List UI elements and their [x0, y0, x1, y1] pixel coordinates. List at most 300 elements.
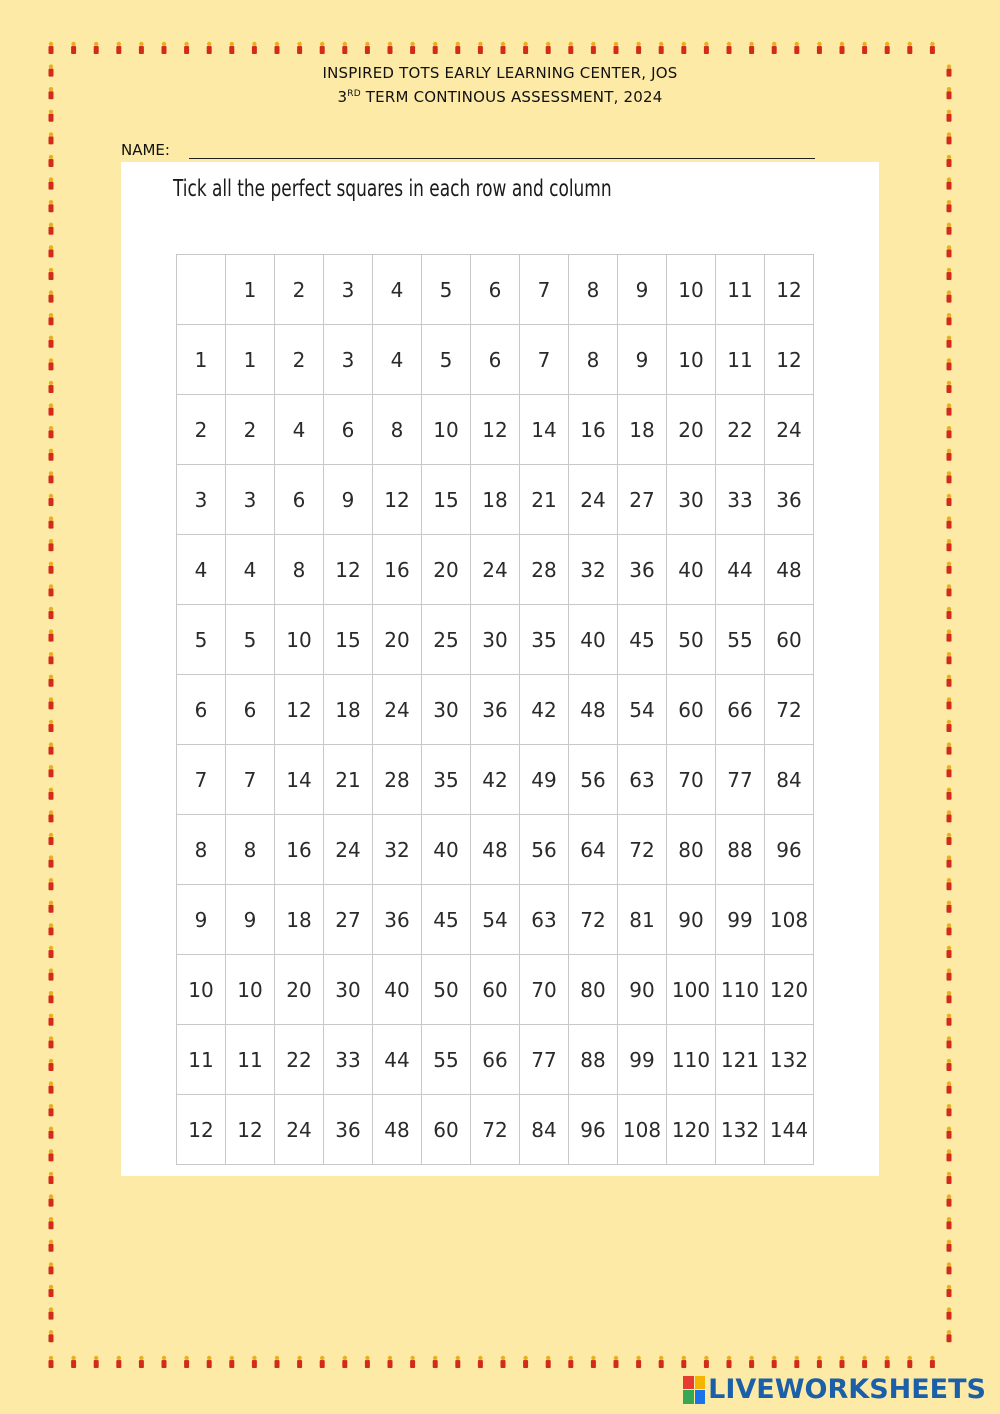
- grid-cell[interactable]: 3: [324, 325, 373, 395]
- border-charm: [817, 1356, 822, 1368]
- grid-cell[interactable]: 72: [569, 885, 618, 955]
- border-charm: [947, 923, 952, 935]
- border-charm: [49, 675, 54, 687]
- grid-header-cell: 5: [422, 255, 471, 325]
- grid-row: [177, 465, 814, 535]
- border-charm: [947, 200, 952, 212]
- border-charm: [49, 833, 54, 845]
- border-charm: [947, 562, 952, 574]
- grid-cell[interactable]: 49: [520, 745, 569, 815]
- border-charm: [947, 426, 952, 438]
- grid-cell[interactable]: 9: [324, 465, 373, 535]
- grid-cell[interactable]: 20: [422, 535, 471, 605]
- liveworksheets-brand: LIVEWORKSHEETS: [708, 1374, 986, 1405]
- border-charm: [49, 1127, 54, 1139]
- border-charm: [49, 1356, 54, 1368]
- border-charm: [947, 584, 952, 596]
- grid-cell[interactable]: 8: [569, 325, 618, 395]
- border-charm: [71, 42, 76, 54]
- border-charm: [252, 1356, 257, 1368]
- border-charm: [947, 946, 952, 958]
- grid-cell[interactable]: 35: [422, 745, 471, 815]
- grid-cell[interactable]: 22: [275, 1025, 324, 1095]
- grid-cell[interactable]: 6: [226, 675, 275, 745]
- grid-cell[interactable]: 20: [373, 605, 422, 675]
- border-charm: [947, 539, 952, 551]
- grid-cell[interactable]: 8: [275, 535, 324, 605]
- border-charm: [862, 42, 867, 54]
- border-charm: [162, 42, 167, 54]
- grid-cell[interactable]: 110: [667, 1025, 716, 1095]
- border-charm: [947, 1014, 952, 1026]
- school-name: INSPIRED TOTS EARLY LEARNING CENTER, JOS: [322, 64, 678, 82]
- grid-cell[interactable]: 15: [422, 465, 471, 535]
- border-charm: [862, 1356, 867, 1368]
- grid-header-cell: 10: [667, 255, 716, 325]
- grid-cell[interactable]: 1: [226, 325, 275, 395]
- grid-cell[interactable]: 12: [765, 325, 814, 395]
- border-charm: [365, 42, 370, 54]
- grid-row-label: 6: [177, 675, 226, 745]
- border-charm: [49, 1104, 54, 1116]
- border-charm: [49, 471, 54, 483]
- border-charm: [591, 1356, 596, 1368]
- grid-cell[interactable]: 30: [471, 605, 520, 675]
- grid-cell[interactable]: 7: [226, 745, 275, 815]
- grid-cell[interactable]: 48: [569, 675, 618, 745]
- border-charm: [162, 1356, 167, 1368]
- grid-cell[interactable]: 18: [618, 395, 667, 465]
- border-charm: [49, 313, 54, 325]
- grid-cell[interactable]: 50: [667, 605, 716, 675]
- border-charm: [49, 1307, 54, 1319]
- border-charm: [947, 855, 952, 867]
- border-charm: [568, 1356, 573, 1368]
- grid-cell[interactable]: 12: [226, 1095, 275, 1165]
- grid-cell[interactable]: 28: [373, 745, 422, 815]
- grid-cell[interactable]: 36: [373, 885, 422, 955]
- grid-cell[interactable]: 40: [569, 605, 618, 675]
- grid-cell[interactable]: 100: [667, 955, 716, 1025]
- grid-cell[interactable]: 16: [569, 395, 618, 465]
- grid-cell[interactable]: 120: [765, 955, 814, 1025]
- grid-cell[interactable]: 30: [422, 675, 471, 745]
- grid-cell[interactable]: 96: [765, 815, 814, 885]
- grid-cell[interactable]: 40: [422, 815, 471, 885]
- grid-cell[interactable]: 8: [373, 395, 422, 465]
- grid-cell[interactable]: 40: [667, 535, 716, 605]
- grid-cell[interactable]: 77: [520, 1025, 569, 1095]
- grid-row: [177, 605, 814, 675]
- grid-cell[interactable]: 36: [618, 535, 667, 605]
- border-charm: [49, 155, 54, 167]
- border-charm: [433, 42, 438, 54]
- grid-cell[interactable]: 20: [667, 395, 716, 465]
- grid-cell[interactable]: 60: [765, 605, 814, 675]
- grid-cell[interactable]: 5: [422, 325, 471, 395]
- grid-cell[interactable]: 132: [765, 1025, 814, 1095]
- grid-cell[interactable]: 24: [275, 1095, 324, 1165]
- border-charm: [704, 42, 709, 54]
- border-charm: [947, 810, 952, 822]
- border-charm: [49, 268, 54, 280]
- border-charm: [614, 1356, 619, 1368]
- border-charm: [388, 42, 393, 54]
- grid-row: [177, 675, 814, 745]
- grid-cell[interactable]: 64: [569, 815, 618, 885]
- border-charm: [320, 1356, 325, 1368]
- grid-cell[interactable]: 18: [324, 675, 373, 745]
- grid-cell[interactable]: 27: [324, 885, 373, 955]
- grid-row: [177, 1025, 814, 1095]
- grid-cell[interactable]: 11: [226, 1025, 275, 1095]
- grid-cell[interactable]: 7: [520, 325, 569, 395]
- border-charm: [49, 878, 54, 890]
- grid-cell[interactable]: 14: [275, 745, 324, 815]
- border-charm: [947, 1104, 952, 1116]
- border-charm: [207, 42, 212, 54]
- border-charm: [49, 1172, 54, 1184]
- border-charm: [636, 1356, 641, 1368]
- border-charm: [49, 584, 54, 596]
- grid-cell[interactable]: 66: [716, 675, 765, 745]
- grid-row-label: 2: [177, 395, 226, 465]
- grid-cell[interactable]: 33: [716, 465, 765, 535]
- grid-cell[interactable]: 96: [569, 1095, 618, 1165]
- grid-cell[interactable]: 32: [373, 815, 422, 885]
- grid-cell[interactable]: 48: [373, 1095, 422, 1165]
- instruction-text: Tick all the perfect squares in each row and column: [173, 176, 612, 202]
- grid-cell[interactable]: 55: [716, 605, 765, 675]
- grid-cell[interactable]: 36: [471, 675, 520, 745]
- grid-cell[interactable]: 16: [275, 815, 324, 885]
- grid-row: [177, 535, 814, 605]
- grid-cell[interactable]: 32: [569, 535, 618, 605]
- grid-cell[interactable]: 4: [226, 535, 275, 605]
- border-charm: [49, 358, 54, 370]
- border-charm: [49, 652, 54, 664]
- grid-cell[interactable]: 70: [520, 955, 569, 1025]
- border-charm: [49, 629, 54, 641]
- border-charm: [49, 742, 54, 754]
- border-charm: [947, 155, 952, 167]
- grid-cell[interactable]: 36: [324, 1095, 373, 1165]
- name-input-line[interactable]: [189, 158, 815, 159]
- border-charm: [659, 1356, 664, 1368]
- grid-cell[interactable]: 11: [716, 325, 765, 395]
- grid-cell[interactable]: 60: [471, 955, 520, 1025]
- border-charm: [342, 42, 347, 54]
- border-charm: [659, 42, 664, 54]
- grid-header-cell: 9: [618, 255, 667, 325]
- border-charm: [907, 42, 912, 54]
- grid-cell[interactable]: 120: [667, 1095, 716, 1165]
- border-charm: [947, 1081, 952, 1093]
- border-charm: [681, 1356, 686, 1368]
- grid-cell[interactable]: 27: [618, 465, 667, 535]
- grid-row-label: 8: [177, 815, 226, 885]
- grid-cell[interactable]: 28: [520, 535, 569, 605]
- grid-cell[interactable]: 6: [275, 465, 324, 535]
- term-number: 3: [337, 88, 348, 106]
- grid-cell[interactable]: 3: [226, 465, 275, 535]
- grid-cell[interactable]: 81: [618, 885, 667, 955]
- grid-cell[interactable]: 72: [765, 675, 814, 745]
- grid-row-label: 1: [177, 325, 226, 395]
- grid-cell[interactable]: 72: [471, 1095, 520, 1165]
- border-charm: [49, 336, 54, 348]
- grid-cell[interactable]: 72: [618, 815, 667, 885]
- border-charm: [49, 200, 54, 212]
- border-charm: [794, 1356, 799, 1368]
- border-charm: [410, 42, 415, 54]
- grid-cell[interactable]: 42: [471, 745, 520, 815]
- grid-cell[interactable]: 56: [520, 815, 569, 885]
- border-charm: [49, 539, 54, 551]
- border-charm: [184, 42, 189, 54]
- grid-cell[interactable]: 144: [765, 1095, 814, 1165]
- border-charm: [49, 290, 54, 302]
- border-charm: [947, 358, 952, 370]
- grid-cell[interactable]: 63: [520, 885, 569, 955]
- grid-cell[interactable]: 132: [716, 1095, 765, 1165]
- border-charm: [930, 42, 935, 54]
- border-charm: [49, 42, 54, 54]
- grid-row-label: 4: [177, 535, 226, 605]
- grid-cell[interactable]: 35: [520, 605, 569, 675]
- border-charm: [365, 1356, 370, 1368]
- border-charm: [704, 1356, 709, 1368]
- grid-cell[interactable]: 12: [471, 395, 520, 465]
- grid-cell[interactable]: 30: [667, 465, 716, 535]
- border-charm: [546, 1356, 551, 1368]
- border-charm: [947, 765, 952, 777]
- grid-cell[interactable]: 108: [618, 1095, 667, 1165]
- grid-cell[interactable]: 22: [716, 395, 765, 465]
- grid-cell[interactable]: 66: [471, 1025, 520, 1095]
- grid-cell[interactable]: 16: [373, 535, 422, 605]
- grid-cell[interactable]: 10: [422, 395, 471, 465]
- border-charm: [275, 1356, 280, 1368]
- border-charm: [275, 42, 280, 54]
- grid-cell[interactable]: 2: [275, 325, 324, 395]
- border-charm: [94, 1356, 99, 1368]
- grid-cell[interactable]: 10: [226, 955, 275, 1025]
- border-charm: [947, 245, 952, 257]
- grid-cell[interactable]: 80: [667, 815, 716, 885]
- border-charm: [49, 1262, 54, 1274]
- border-charm: [947, 268, 952, 280]
- grid-cell[interactable]: 10: [275, 605, 324, 675]
- grid-cell[interactable]: 18: [471, 465, 520, 535]
- liveworksheets-logo-icon: [683, 1376, 705, 1404]
- grid-header-cell: 7: [520, 255, 569, 325]
- grid-cell[interactable]: 10: [667, 325, 716, 395]
- grid-cell[interactable]: 99: [618, 1025, 667, 1095]
- border-charm: [184, 1356, 189, 1368]
- grid-cell[interactable]: 84: [520, 1095, 569, 1165]
- border-charm: [947, 1330, 952, 1342]
- grid-cell[interactable]: 24: [324, 815, 373, 885]
- grid-cell[interactable]: 44: [373, 1025, 422, 1095]
- grid-cell[interactable]: 55: [422, 1025, 471, 1095]
- grid-cell[interactable]: 21: [324, 745, 373, 815]
- grid-cell[interactable]: 90: [618, 955, 667, 1025]
- grid-cell[interactable]: 36: [765, 465, 814, 535]
- grid-cell[interactable]: 77: [716, 745, 765, 815]
- border-charm: [947, 471, 952, 483]
- border-charm: [49, 991, 54, 1003]
- border-charm: [320, 42, 325, 54]
- grid-header-cell: 2: [275, 255, 324, 325]
- border-charm: [947, 290, 952, 302]
- grid-cell[interactable]: 99: [716, 885, 765, 955]
- border-charm: [49, 403, 54, 415]
- border-charm: [49, 426, 54, 438]
- border-charm: [49, 1059, 54, 1071]
- grid-cell[interactable]: 24: [471, 535, 520, 605]
- grid-cell[interactable]: 40: [373, 955, 422, 1025]
- grid-cell[interactable]: 80: [569, 955, 618, 1025]
- border-charm: [433, 1356, 438, 1368]
- grid-row-label: 10: [177, 955, 226, 1025]
- grid-cell[interactable]: 70: [667, 745, 716, 815]
- grid-cell[interactable]: 108: [765, 885, 814, 955]
- border-charm: [947, 223, 952, 235]
- border-charm: [614, 42, 619, 54]
- grid-cell[interactable]: 42: [520, 675, 569, 745]
- grid-row-label: 5: [177, 605, 226, 675]
- grid-cell[interactable]: 45: [618, 605, 667, 675]
- border-charm: [478, 1356, 483, 1368]
- grid-cell[interactable]: 60: [667, 675, 716, 745]
- border-charm: [49, 1036, 54, 1048]
- grid-cell[interactable]: 90: [667, 885, 716, 955]
- border-charm: [840, 1356, 845, 1368]
- grid-cell[interactable]: 54: [618, 675, 667, 745]
- border-charm: [947, 1240, 952, 1252]
- border-charm: [885, 1356, 890, 1368]
- grid-cell[interactable]: 20: [275, 955, 324, 1025]
- grid-cell[interactable]: 21: [520, 465, 569, 535]
- grid-cell[interactable]: 56: [569, 745, 618, 815]
- grid-cell[interactable]: 24: [765, 395, 814, 465]
- grid-cell[interactable]: 6: [471, 325, 520, 395]
- border-charm: [947, 1149, 952, 1161]
- grid-cell[interactable]: 33: [324, 1025, 373, 1095]
- border-charm: [342, 1356, 347, 1368]
- border-charm: [772, 1356, 777, 1368]
- border-charm: [116, 42, 121, 54]
- grid-cell[interactable]: 12: [275, 675, 324, 745]
- assessment-title: [0, 88, 1000, 106]
- border-charm: [410, 1356, 415, 1368]
- grid-cell[interactable]: 24: [569, 465, 618, 535]
- grid-cell[interactable]: 15: [324, 605, 373, 675]
- grid-header-row: [177, 255, 814, 325]
- grid-cell[interactable]: 5: [226, 605, 275, 675]
- border-charm: [727, 1356, 732, 1368]
- grid-cell[interactable]: 60: [422, 1095, 471, 1165]
- border-charm: [817, 42, 822, 54]
- grid-cell[interactable]: 9: [618, 325, 667, 395]
- grid-cell[interactable]: 110: [716, 955, 765, 1025]
- grid-cell[interactable]: 54: [471, 885, 520, 955]
- grid-cell[interactable]: 18: [275, 885, 324, 955]
- border-charm: [947, 1307, 952, 1319]
- grid-row: [177, 1095, 814, 1165]
- grid-cell[interactable]: 48: [765, 535, 814, 605]
- grid-cell[interactable]: 4: [373, 325, 422, 395]
- border-charm: [947, 607, 952, 619]
- grid-cell[interactable]: 2: [226, 395, 275, 465]
- grid-cell[interactable]: 9: [226, 885, 275, 955]
- border-charm: [947, 494, 952, 506]
- grid-header-cell: 12: [765, 255, 814, 325]
- border-charm: [947, 968, 952, 980]
- grid-cell[interactable]: 14: [520, 395, 569, 465]
- border-charm: [478, 42, 483, 54]
- grid-cell[interactable]: 4: [275, 395, 324, 465]
- grid-cell[interactable]: 8: [226, 815, 275, 885]
- grid-cell[interactable]: 88: [569, 1025, 618, 1095]
- border-charm: [139, 42, 144, 54]
- border-charm: [49, 177, 54, 189]
- border-charm: [947, 833, 952, 845]
- grid-header-cell: 1: [226, 255, 275, 325]
- border-charm: [947, 449, 952, 461]
- border-charm: [591, 42, 596, 54]
- grid-header-cell: [177, 255, 226, 325]
- grid-cell[interactable]: 45: [422, 885, 471, 955]
- border-charm: [947, 313, 952, 325]
- grid-cell[interactable]: 121: [716, 1025, 765, 1095]
- grid-cell[interactable]: 84: [765, 745, 814, 815]
- border-charm: [49, 132, 54, 144]
- grid-cell[interactable]: 6: [324, 395, 373, 465]
- border-charm: [71, 1356, 76, 1368]
- grid-cell[interactable]: 88: [716, 815, 765, 885]
- border-charm: [297, 1356, 302, 1368]
- grid-cell[interactable]: 25: [422, 605, 471, 675]
- grid-cell[interactable]: 12: [324, 535, 373, 605]
- border-charm: [523, 1356, 528, 1368]
- grid-cell[interactable]: 63: [618, 745, 667, 815]
- border-charm: [49, 855, 54, 867]
- border-charm: [229, 42, 234, 54]
- border-charm: [455, 42, 460, 54]
- border-charm: [49, 494, 54, 506]
- grid-cell[interactable]: 12: [373, 465, 422, 535]
- border-charm: [49, 923, 54, 935]
- grid-cell[interactable]: 24: [373, 675, 422, 745]
- border-charm: [94, 42, 99, 54]
- border-charm: [947, 878, 952, 890]
- grid-cell[interactable]: 30: [324, 955, 373, 1025]
- border-charm: [947, 336, 952, 348]
- border-charm: [840, 42, 845, 54]
- grid-cell[interactable]: 44: [716, 535, 765, 605]
- border-charm: [49, 968, 54, 980]
- border-charm: [49, 607, 54, 619]
- grid-cell[interactable]: 48: [471, 815, 520, 885]
- border-charm: [568, 42, 573, 54]
- border-charm: [947, 901, 952, 913]
- border-charm: [947, 403, 952, 415]
- border-charm: [116, 1356, 121, 1368]
- grid-cell[interactable]: 50: [422, 955, 471, 1025]
- border-charm: [49, 901, 54, 913]
